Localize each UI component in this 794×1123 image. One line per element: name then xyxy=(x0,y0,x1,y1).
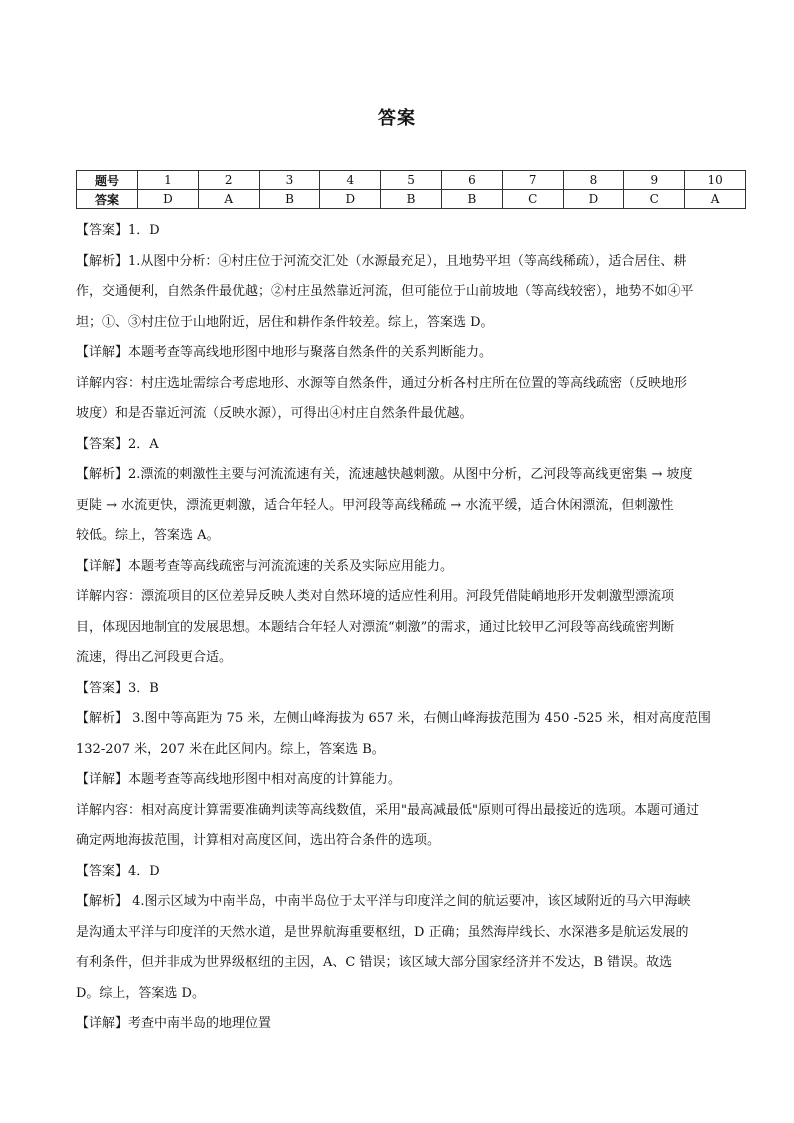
detail-content-line: 确定两地海拔范围，计算相对高度区间，选出符合条件的选项。 xyxy=(76,833,441,848)
answer-cell: D xyxy=(320,190,381,209)
detail-line: 【详解】本题考查等高线地形图中相对高度的计算能力。 xyxy=(76,772,402,787)
analysis-line: 更陡 → 水流更快，漂流更刺激，适合年轻人。甲河段等高线稀疏 → 水流平缓，适合休闲漂流，但刺激性 xyxy=(76,497,674,513)
answer-row xyxy=(77,190,746,209)
answer-line: 【答案】2．A xyxy=(76,436,159,452)
detail-line: 【详解】本题考查等高线地形图中地形与聚落自然条件的关系判断能力。 xyxy=(76,345,493,360)
question-number-row xyxy=(77,171,746,190)
explanation-body xyxy=(76,216,748,1040)
question-number: 5 xyxy=(381,171,442,190)
analysis-line: 较低。综上，答案选 A。 xyxy=(76,528,220,543)
answer-cell: A xyxy=(685,190,746,209)
analysis-line: 有利条件，但并非成为世界级枢纽的主因，A、C 错误；该区域大部分国家经济并不发达，B 错误。故选 xyxy=(76,955,673,970)
detail-content-line: 目，体现因地制宜的发展思想。本题结合年轻人对漂流“刺激”的需求，通过比较甲乙河段等高线疏密判断 xyxy=(76,619,675,635)
question-number: 2 xyxy=(198,171,259,190)
detail-content-line: 详解内容：漂流项目的区位差异反映人类对自然环境的适应性利用。河段凭借陡峭地形开发刺激型漂流项 xyxy=(76,589,675,604)
row-header-number: 题号 xyxy=(77,171,138,190)
answer-cell: A xyxy=(198,190,259,209)
question-number: 3 xyxy=(259,171,320,190)
question-number: 1 xyxy=(138,171,199,190)
answer-cell: B xyxy=(381,190,442,209)
analysis-line: D。综上，答案选 D。 xyxy=(76,985,205,1001)
question-number: 4 xyxy=(320,171,381,190)
analysis-line: 【解析】1.从图中分析：④村庄位于河流交汇处（水源最充足），且地势平坦（等高线稀疏），适合居住、耕 xyxy=(76,253,687,269)
answer-cell: D xyxy=(563,190,624,209)
question-number: 6 xyxy=(441,171,502,190)
row-header-answer: 答案 xyxy=(77,190,138,209)
answer-cell: B xyxy=(259,190,320,209)
analysis-line: 132-207 米，207 米在此区间内。综上，答案选 B。 xyxy=(76,741,385,757)
answer-table xyxy=(76,170,746,209)
analysis-line: 是沟通太平洋与印度洋的天然水道，是世界航海重要枢纽，D 正确；虽然海岸线长、水深港多是航运发展的 xyxy=(76,924,689,940)
answer-line: 【答案】3．B xyxy=(76,680,159,696)
detail-line: 【详解】本题考查等高线疏密与河流流速的关系及实际应用能力。 xyxy=(76,558,454,574)
question-number: 8 xyxy=(563,171,624,190)
answer-cell: C xyxy=(624,190,685,209)
answer-line: 【答案】4．D xyxy=(76,863,160,879)
answer-cell: C xyxy=(502,190,563,209)
detail-content-line: 详解内容：村庄选址需综合考虑地形、水源等自然条件，通过分析各村庄所在位置的等高线疏密（反映地形 xyxy=(76,375,688,391)
answer-cell: D xyxy=(138,190,199,209)
detail-content-line: 坡度）和是否靠近河流（反映水源），可得出④村庄自然条件最优越。 xyxy=(76,406,473,421)
question-number: 9 xyxy=(624,171,685,190)
detail-content-line: 详解内容：相对高度计算需要准确判读等高线数值，采用"最高减最低"原则可得出最接近的选项。本题可通过 xyxy=(76,802,699,818)
question-number: 7 xyxy=(502,171,563,190)
analysis-line: 作，交通便利，自然条件最优越；②村庄虽然靠近河流，但可能位于山前坡地（等高线较密），地势不如④平 xyxy=(76,284,694,299)
detail-line: 【详解】考查中南半岛的地理位置 xyxy=(76,1016,272,1031)
analysis-line: 【解析】 4.图示区域为中南半岛，中南半岛位于太平洋与印度洋之间的航运要冲，该区域附近的马六甲海峡 xyxy=(76,894,691,909)
answer-line: 【答案】1．D xyxy=(76,223,160,238)
detail-content-line: 流速，得出乙河段更合适。 xyxy=(76,650,233,665)
analysis-line: 【解析】 3.图中等高距为 75 米，左侧山峰海拔为 657 米，右侧山峰海拔范围为 450 -525 米，相对高度范围 xyxy=(76,711,711,726)
answer-cell: B xyxy=(441,190,502,209)
question-number: 10 xyxy=(685,171,746,190)
page-title: 答案 xyxy=(378,108,416,129)
analysis-line: 坦；①、③村庄位于山地附近，居住和耕作条件较差。综上，答案选 D。 xyxy=(76,314,494,330)
analysis-line: 【解析】2.漂流的刺激性主要与河流流速有关，流速越快越刺激。从图中分析，乙河段等高线更密集 → 坡度 xyxy=(76,467,693,482)
